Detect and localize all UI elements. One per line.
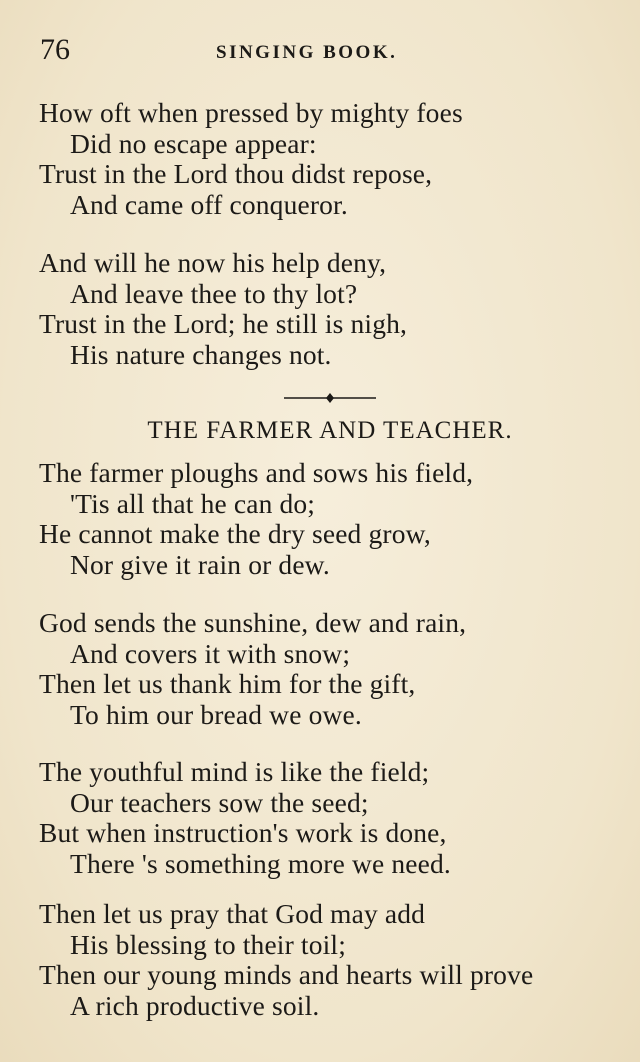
verse-line: Nor give it rain or dew. (70, 549, 330, 581)
poem-title: THE FARMER AND TEACHER. (147, 417, 513, 444)
page-number: 76 (40, 33, 70, 66)
verse-line: Did no escape appear: (70, 127, 317, 159)
verse-line: And will he now his help deny, (39, 247, 387, 278)
stanza-4 (39, 608, 619, 731)
section-divider-ornament (284, 392, 376, 404)
verse-line: God sends the sunshine, dew and rain, (39, 607, 467, 638)
verse-line: His blessing to their toil; (70, 928, 346, 960)
stanza-1 (39, 98, 619, 221)
verse-line: To him our bread we owe. (70, 699, 362, 731)
verse-line: And came off conqueror. (70, 189, 348, 221)
verse-line: Our teachers sow the seed; (70, 786, 369, 818)
verse-line: And covers it with snow; (70, 637, 351, 669)
verse-line: His nature changes not. (70, 339, 332, 371)
verse-line: Then let us thank him for the gift, (39, 668, 416, 700)
page-header (40, 32, 600, 72)
verse-line: Trust in the Lord thou didst repose, (39, 158, 433, 190)
stanza-2 (39, 248, 619, 371)
verse-line: The youthful mind is like the field; (39, 756, 430, 787)
verse-line: And leave thee to thy lot? (70, 277, 358, 309)
verse-line: 'Tis all that he can do; (70, 487, 316, 519)
verse-line: Trust in the Lord; he still is nigh, (39, 308, 408, 340)
stanza-5 (39, 757, 619, 880)
verse-line: But when instruction's work is done, (39, 817, 447, 849)
running-head: SINGING BOOK. (216, 42, 398, 63)
verse-line: A rich productive soil. (70, 990, 320, 1022)
verse-line: Then let us pray that God may add (39, 898, 426, 929)
verse-line: Then our young minds and hearts will prove (39, 959, 534, 991)
verse-line: How oft when pressed by mighty foes (39, 97, 463, 128)
verse-line: There 's something more we need. (70, 848, 451, 880)
stanza-3 (39, 458, 619, 581)
verse-line: He cannot make the dry seed grow, (39, 518, 431, 550)
verse-line: The farmer ploughs and sows his field, (39, 457, 474, 488)
stanza-6 (39, 899, 619, 1022)
